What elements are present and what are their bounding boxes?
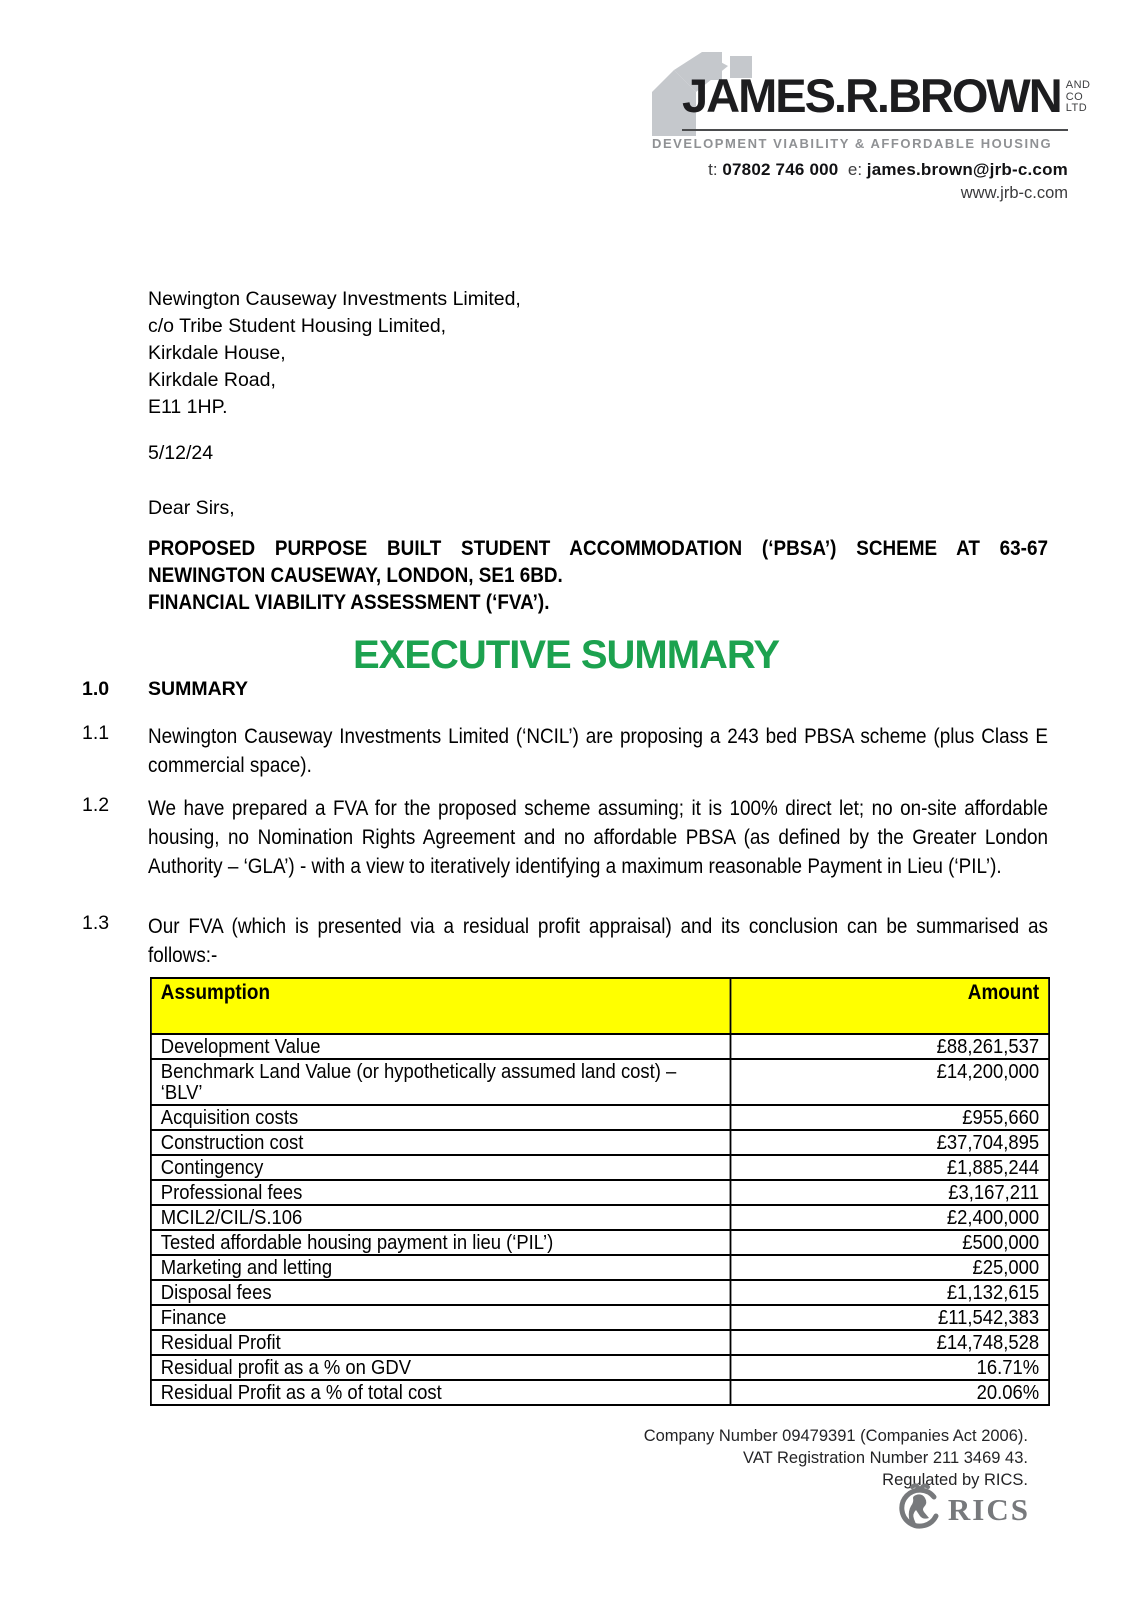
suffix-co: CO	[1065, 90, 1084, 103]
table-row	[151, 1255, 1049, 1280]
amount-cell: 20.06%	[730, 1380, 1049, 1405]
letterhead	[652, 50, 1091, 202]
phone-number: 07802 746 000	[722, 160, 839, 179]
section-number: 1.3	[82, 912, 110, 934]
executive-summary-heading: EXECUTIVE SUMMARY	[352, 633, 779, 677]
section-text: Our FVA (which is presented via a residual profit appraisal) and its conclusion can be summarised as follows:-	[148, 915, 1048, 967]
table-row	[151, 1380, 1049, 1405]
amount-cell: 16.71%	[730, 1355, 1049, 1380]
assumption-cell: Disposal fees	[151, 1280, 730, 1305]
amount-cell: £88,261,537	[730, 1034, 1049, 1059]
amount-cell: £11,542,383	[730, 1305, 1049, 1330]
amount-header: Amount	[730, 978, 1049, 1034]
assumption-cell: Residual Profit as a % of total cost	[151, 1380, 730, 1405]
assumption-cell: Marketing and letting	[151, 1255, 730, 1280]
table-row	[151, 1230, 1049, 1255]
table-row	[151, 1355, 1049, 1380]
table-row	[151, 1305, 1049, 1330]
subject-line-1: PROPOSED PURPOSE BUILT STUDENT ACCOMMODATION (‘PBSA’) SCHEME AT 63-67 NEWINGTON CAUSEWAY, LONDON, SE1 6BD.	[148, 537, 1048, 587]
recipient-line: c/o Tribe Student Housing Limited,	[148, 315, 447, 337]
amount-cell: £1,885,244	[730, 1155, 1049, 1180]
table-row	[151, 1105, 1049, 1130]
table-row	[151, 1130, 1049, 1155]
vat-number-line: VAT Registration Number 211 3469 43.	[743, 1449, 1028, 1467]
amount-cell: £955,660	[730, 1105, 1049, 1130]
assumption-cell: Acquisition costs	[151, 1105, 730, 1130]
recipient-line: E11 1HP.	[148, 396, 228, 418]
amount-cell: £500,000	[730, 1230, 1049, 1255]
assumption-cell: Contingency	[151, 1155, 730, 1180]
salutation: Dear Sirs,	[148, 497, 235, 519]
rics-lion-icon	[896, 1483, 942, 1536]
assumption-cell: Residual Profit	[151, 1330, 730, 1355]
letter-date: 5/12/24	[148, 442, 214, 464]
email-label: e:	[847, 160, 863, 179]
amount-cell: £2,400,000	[730, 1205, 1049, 1230]
amount-cell: £25,000	[730, 1255, 1049, 1280]
subject-block	[148, 535, 1048, 616]
section-number: 1.1	[82, 722, 110, 744]
table-row	[151, 1330, 1049, 1355]
assumption-cell: Tested affordable housing payment in lieu (‘PIL’)	[151, 1230, 730, 1255]
recipient-line: Newington Causeway Investments Limited,	[148, 288, 521, 310]
section-heading: SUMMARY	[148, 678, 249, 700]
suffix-ltd: LTD	[1065, 102, 1088, 114]
assumption-cell: Residual profit as a % on GDV	[151, 1355, 730, 1380]
table-row	[151, 1280, 1049, 1305]
assumptions-table	[150, 977, 1050, 1406]
website-url: www.jrb-c.com	[960, 184, 1068, 202]
table-header-row	[151, 978, 1049, 1034]
email-address: james.brown@jrb-c.com	[866, 160, 1068, 179]
rics-wordmark: RICS	[947, 1491, 1030, 1527]
section-text: Newington Causeway Investments Limited (‘NCIL’) are proposing a 243 bed PBSA scheme (plus Class E commercial space).	[148, 725, 1048, 777]
rics-logo	[896, 1483, 1030, 1536]
subject-line-2: FINANCIAL VIABILITY ASSESSMENT (‘FVA’).	[148, 591, 550, 614]
assumption-cell: Professional fees	[151, 1180, 730, 1205]
table-row	[151, 1059, 1049, 1105]
contact-line	[708, 160, 1068, 180]
amount-cell: £3,167,211	[730, 1180, 1049, 1205]
table-row	[151, 1205, 1049, 1230]
assumption-cell: MCIL2/CIL/S.106	[151, 1205, 730, 1230]
section-text: We have prepared a FVA for the proposed scheme assuming; it is 100% direct let; no on-site affordable housing, no Nomination Rights Agreement and no affordable PBSA (as defined by the Greater London Authority – ‘GLA’) - with a view to iteratively identifying a maximum reasonable Payment in Lieu (‘PIL’).	[148, 797, 1048, 878]
table-row	[151, 1034, 1049, 1059]
company-logo	[682, 70, 1090, 122]
company-suffix	[1066, 80, 1091, 115]
footer-registration	[644, 1425, 1028, 1491]
section-number: 1.2	[82, 794, 110, 816]
company-number-line: Company Number 09479391 (Companies Act 2006).	[643, 1427, 1028, 1445]
phone-label: t:	[708, 160, 718, 179]
regulated-line: Regulated by RICS.	[882, 1471, 1028, 1489]
amount-cell: £1,132,615	[730, 1280, 1049, 1305]
table-row	[151, 1180, 1049, 1205]
table-row	[151, 1155, 1049, 1180]
assumption-cell: Finance	[151, 1305, 730, 1330]
recipient-address	[148, 286, 521, 421]
assumption-header: Assumption	[151, 978, 730, 1034]
company-name: JAMES.R.BROWN	[682, 69, 1061, 122]
amount-cell: £14,200,000	[730, 1059, 1049, 1105]
recipient-line: Kirkdale House,	[148, 342, 286, 364]
suffix-and: AND	[1065, 79, 1091, 91]
assumption-cell: Construction cost	[151, 1130, 730, 1155]
logo-divider	[682, 129, 1068, 131]
section-number: 1.0	[82, 678, 110, 700]
company-tagline: DEVELOPMENT VIABILITY & AFFORDABLE HOUSING	[652, 136, 1053, 151]
assumption-cell: Development Value	[151, 1034, 730, 1059]
recipient-line: Kirkdale Road,	[148, 369, 276, 391]
amount-cell: £14,748,528	[730, 1330, 1049, 1355]
assumption-cell: Benchmark Land Value (or hypothetically assumed land cost) – ‘BLV’	[151, 1059, 730, 1105]
amount-cell: £37,704,895	[730, 1130, 1049, 1155]
